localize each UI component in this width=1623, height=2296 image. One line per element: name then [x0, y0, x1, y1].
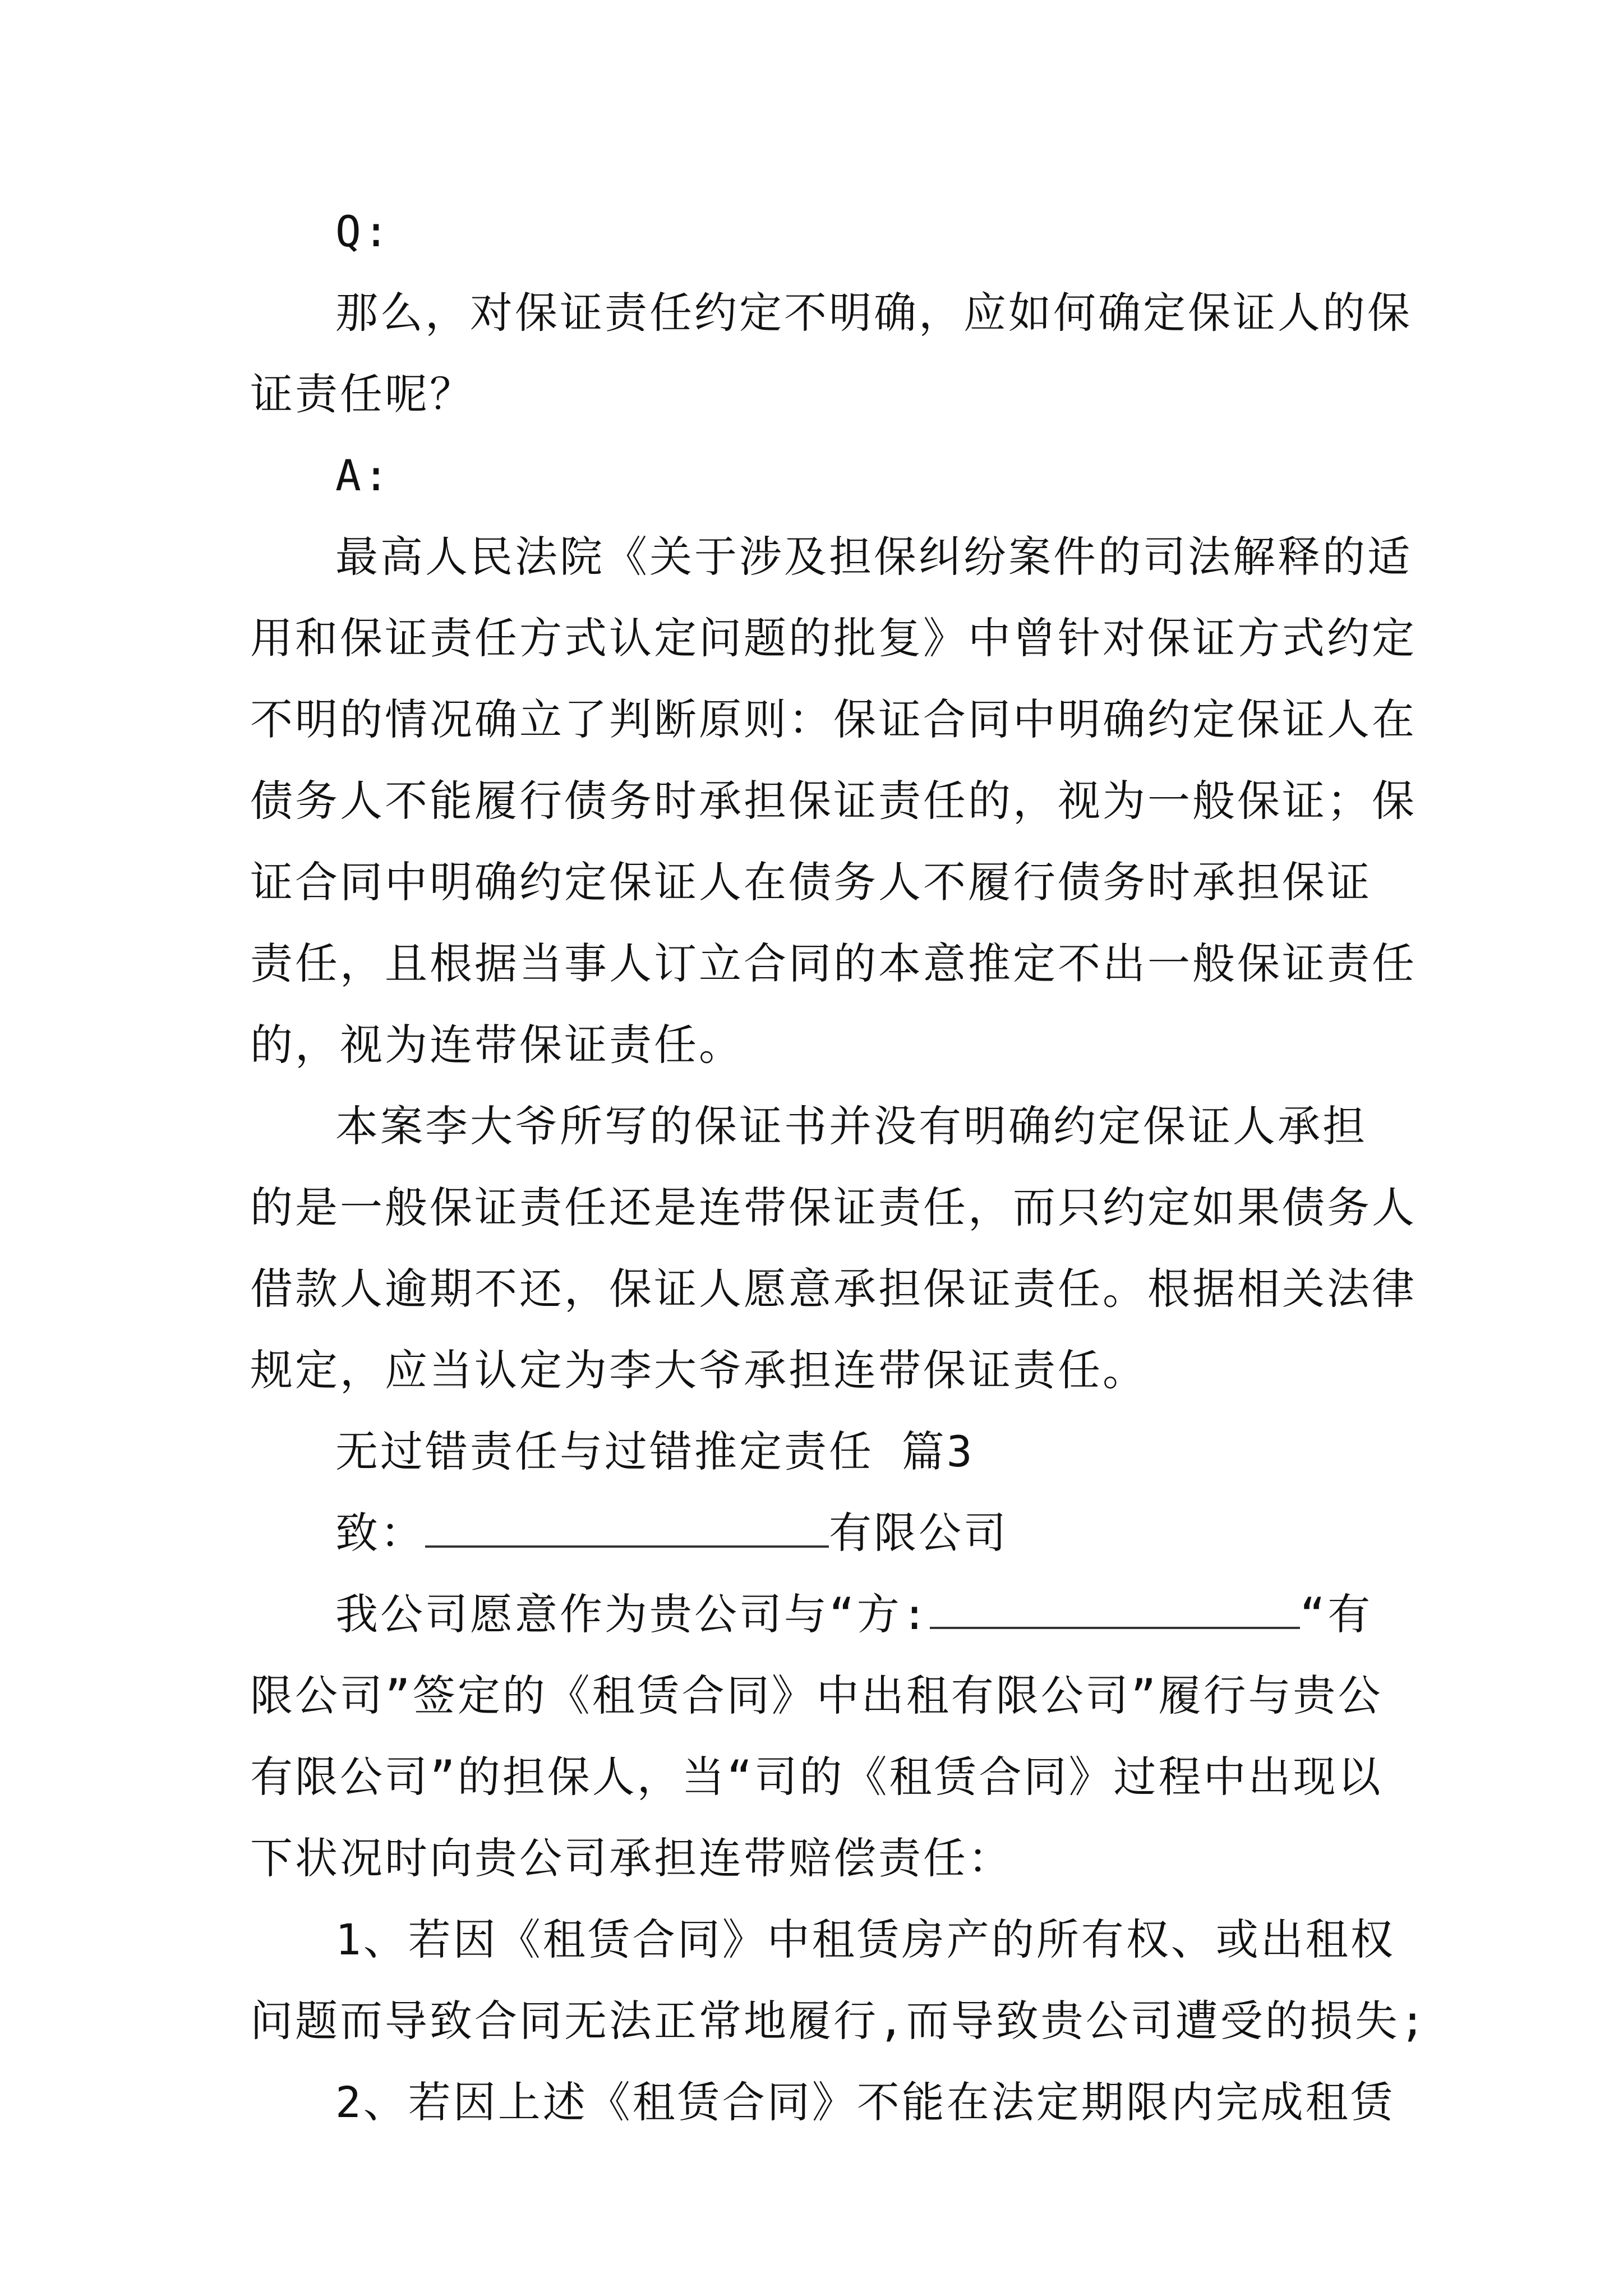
answer-paragraph-line-2: 用和保证责任方式认定问题的批复》中曾针对保证方式约定	[250, 613, 1417, 663]
party-name-blank	[930, 1584, 1300, 1629]
guarantee-prefix: 我公司愿意作为贵公司与“方:	[335, 1589, 930, 1639]
answer-paragraph-line-3: 不明的情况确立了判断原则：保证合同中明确约定保证人在	[250, 694, 1417, 744]
addressee-prefix: 致：	[335, 1508, 425, 1558]
company-name-blank	[425, 1503, 829, 1548]
guarantee-paragraph-line-2: 限公司”签定的《租赁合同》中出租有限公司”履行与贵公	[250, 1671, 1383, 1720]
addressee-suffix: 有限公司	[829, 1508, 1008, 1558]
case-paragraph-line-4: 规定，应当认定为李大爷承担连带保证责任。	[250, 1345, 1147, 1395]
guarantee-paragraph-line-1	[250, 1573, 1377, 1655]
section-title: 无过错责任与过错推定责任 篇3	[335, 1427, 975, 1476]
answer-paragraph-line-1: 最高人民法院《关于涉及担保纠纷案件的司法解释的适	[335, 532, 1412, 582]
answer-paragraph-line-6: 责任，且根据当事人订立合同的本意推定不出一般保证责任	[250, 938, 1417, 988]
answer-paragraph-line-7: 的，视为连带保证责任。	[250, 1020, 744, 1070]
guarantee-paragraph-line-4: 下状况时向贵公司承担连带赔偿责任：	[250, 1833, 1013, 1883]
answer-label: A:	[335, 450, 391, 500]
guarantee-suffix: “有	[1299, 1589, 1373, 1639]
case-paragraph-line-3: 借款人逾期不还，保证人愿意承担保证责任。根据相关法律	[250, 1264, 1417, 1314]
document-body	[250, 191, 1428, 2143]
case-paragraph-line-1: 本案李大爷所写的保证书并没有明确约定保证人承担	[335, 1101, 1367, 1151]
question-text-line-1: 那么，对保证责任约定不明确，应如何确定保证人的保	[335, 288, 1412, 338]
case-paragraph-line-2: 的是一般保证责任还是连带保证责任，而只约定如果债务人	[250, 1182, 1417, 1232]
answer-paragraph-line-5: 证合同中明确约定保证人在债务人不履行债务时承担保证	[250, 857, 1372, 907]
clause-1-line-1: 1、若因《租赁合同》中租赁房产的所有权、或出租权	[335, 1915, 1395, 1964]
clause-1-line-2: 问题而导致合同无法正常地履行,而导致贵公司遭受的损失;	[250, 1996, 1428, 2046]
addressee-line	[250, 1492, 1377, 1573]
clause-2-line-1: 2、若因上述《租赁合同》不能在法定期限内完成租赁	[335, 2077, 1395, 2127]
guarantee-paragraph-line-3: 有限公司”的担保人，当“司的《租赁合同》过程中出现以	[250, 1752, 1383, 1802]
answer-paragraph-line-4: 债务人不能履行债务时承担保证责任的，视为一般保证；保	[250, 776, 1417, 826]
question-text-line-2: 证责任呢？	[250, 369, 474, 419]
question-label: Q:	[335, 206, 391, 256]
